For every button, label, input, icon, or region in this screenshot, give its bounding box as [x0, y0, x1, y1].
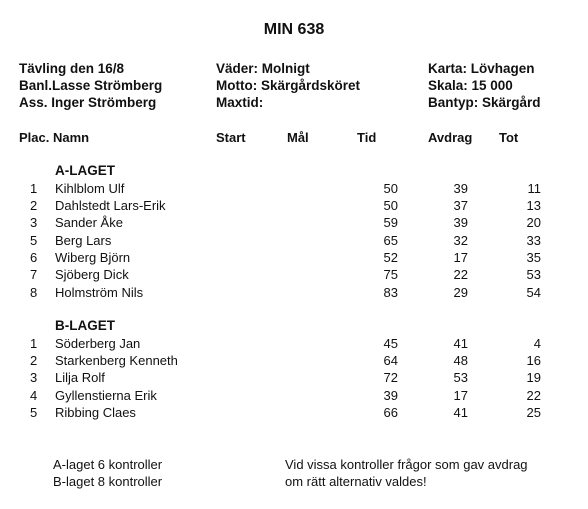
row-tid: 83 — [383, 285, 398, 300]
table-row — [0, 233, 588, 250]
row-plac: 3 — [30, 370, 38, 385]
team-a-heading: A-LAGET — [55, 163, 115, 178]
info-map: Karta: Lövhagen — [428, 61, 535, 76]
row-name: Ribbing Claes — [55, 405, 136, 420]
row-plac: 1 — [30, 336, 38, 351]
row-plac: 4 — [30, 388, 38, 403]
row-tot: 13 — [526, 198, 541, 213]
row-name: Lilja Rolf — [55, 370, 105, 385]
row-tid: 66 — [383, 405, 398, 420]
row-avdrag: 39 — [453, 215, 468, 230]
row-tid: 50 — [383, 181, 398, 196]
row-name: Starkenberg Kenneth — [55, 353, 178, 368]
table-row — [0, 215, 588, 232]
row-plac: 8 — [30, 285, 38, 300]
row-avdrag: 22 — [453, 267, 468, 282]
row-plac: 5 — [30, 233, 38, 248]
note-deduction-line-2: om rätt alternativ valdes! — [285, 474, 427, 489]
note-deduction-line-1: Vid vissa kontroller frågor som gav avdrag — [285, 457, 528, 472]
row-name: Kihlblom Ulf — [55, 181, 125, 196]
row-tot: 11 — [527, 181, 541, 196]
row-plac: 5 — [30, 405, 38, 420]
table-row — [0, 250, 588, 267]
page-title: MIN 638 — [263, 21, 325, 38]
column-plac-namn: Plac. Namn — [19, 130, 90, 145]
row-avdrag: 32 — [453, 233, 468, 248]
table-row — [0, 370, 588, 387]
row-name: Wiberg Björn — [55, 250, 131, 265]
row-avdrag: 41 — [453, 405, 468, 420]
table-row — [0, 198, 588, 215]
row-tot: 16 — [526, 353, 541, 368]
info-motto: Motto: Skärgårdsköret — [216, 78, 361, 93]
row-avdrag: 48 — [453, 353, 468, 368]
note-a-controls: A-laget 6 kontroller — [53, 457, 163, 472]
info-assistant: Ass. Inger Strömberg — [19, 95, 157, 110]
row-name: Gyllenstierna Erik — [55, 388, 157, 403]
row-tot: 53 — [526, 267, 541, 282]
table-row — [0, 285, 588, 302]
row-plac: 3 — [30, 215, 38, 230]
table-row — [0, 388, 588, 405]
row-tid: 72 — [383, 370, 398, 385]
note-b-controls: B-laget 8 kontroller — [53, 474, 163, 489]
row-tot: 22 — [526, 388, 541, 403]
row-avdrag: 37 — [453, 198, 468, 213]
row-plac: 7 — [30, 267, 38, 282]
row-plac: 1 — [30, 181, 38, 196]
table-row — [0, 181, 588, 198]
row-avdrag: 29 — [453, 285, 468, 300]
row-tid: 50 — [383, 198, 398, 213]
info-competition-date: Tävling den 16/8 — [19, 61, 125, 76]
row-tid: 75 — [383, 267, 398, 282]
row-name: Holmström Nils — [55, 285, 144, 300]
row-tot: 20 — [526, 215, 541, 230]
row-tot: 33 — [526, 233, 541, 248]
row-plac: 6 — [30, 250, 38, 265]
column-start: Start — [216, 130, 246, 145]
row-tid: 52 — [383, 250, 398, 265]
row-plac: 2 — [30, 353, 38, 368]
row-tid: 45 — [383, 336, 398, 351]
info-maxtime: Maxtid: — [216, 95, 264, 110]
row-name: Berg Lars — [55, 233, 112, 248]
column-tot: Tot — [499, 130, 519, 145]
row-avdrag: 41 — [453, 336, 468, 351]
info-course-setter: Banl.Lasse Strömberg — [19, 78, 163, 93]
row-name: Sander Åke — [55, 215, 123, 230]
row-tot: 35 — [526, 250, 541, 265]
row-avdrag: 53 — [453, 370, 468, 385]
row-tot: 54 — [526, 285, 541, 300]
column-avdrag: Avdrag — [428, 130, 473, 145]
row-name: Sjöberg Dick — [55, 267, 129, 282]
team-b-heading: B-LAGET — [55, 318, 115, 333]
info-scale: Skala: 15 000 — [428, 78, 513, 93]
table-row — [0, 267, 588, 284]
info-course-type: Bantyp: Skärgård — [428, 95, 541, 110]
table-row — [0, 405, 588, 422]
row-avdrag: 39 — [453, 181, 468, 196]
row-name: Söderberg Jan — [55, 336, 141, 351]
row-tot: 4 — [533, 336, 541, 351]
row-tid: 65 — [383, 233, 398, 248]
column-mal: Mål — [287, 130, 309, 145]
column-tid: Tid — [357, 130, 377, 145]
row-tot: 25 — [526, 405, 541, 420]
table-row — [0, 353, 588, 370]
row-name: Dahlstedt Lars-Erik — [55, 198, 166, 213]
row-tid: 64 — [383, 353, 398, 368]
row-tot: 19 — [526, 370, 541, 385]
row-tid: 59 — [383, 215, 398, 230]
table-row — [0, 336, 588, 353]
row-avdrag: 17 — [453, 388, 468, 403]
row-tid: 39 — [383, 388, 398, 403]
info-weather: Väder: Molnigt — [216, 61, 310, 76]
row-avdrag: 17 — [453, 250, 468, 265]
row-plac: 2 — [30, 198, 38, 213]
